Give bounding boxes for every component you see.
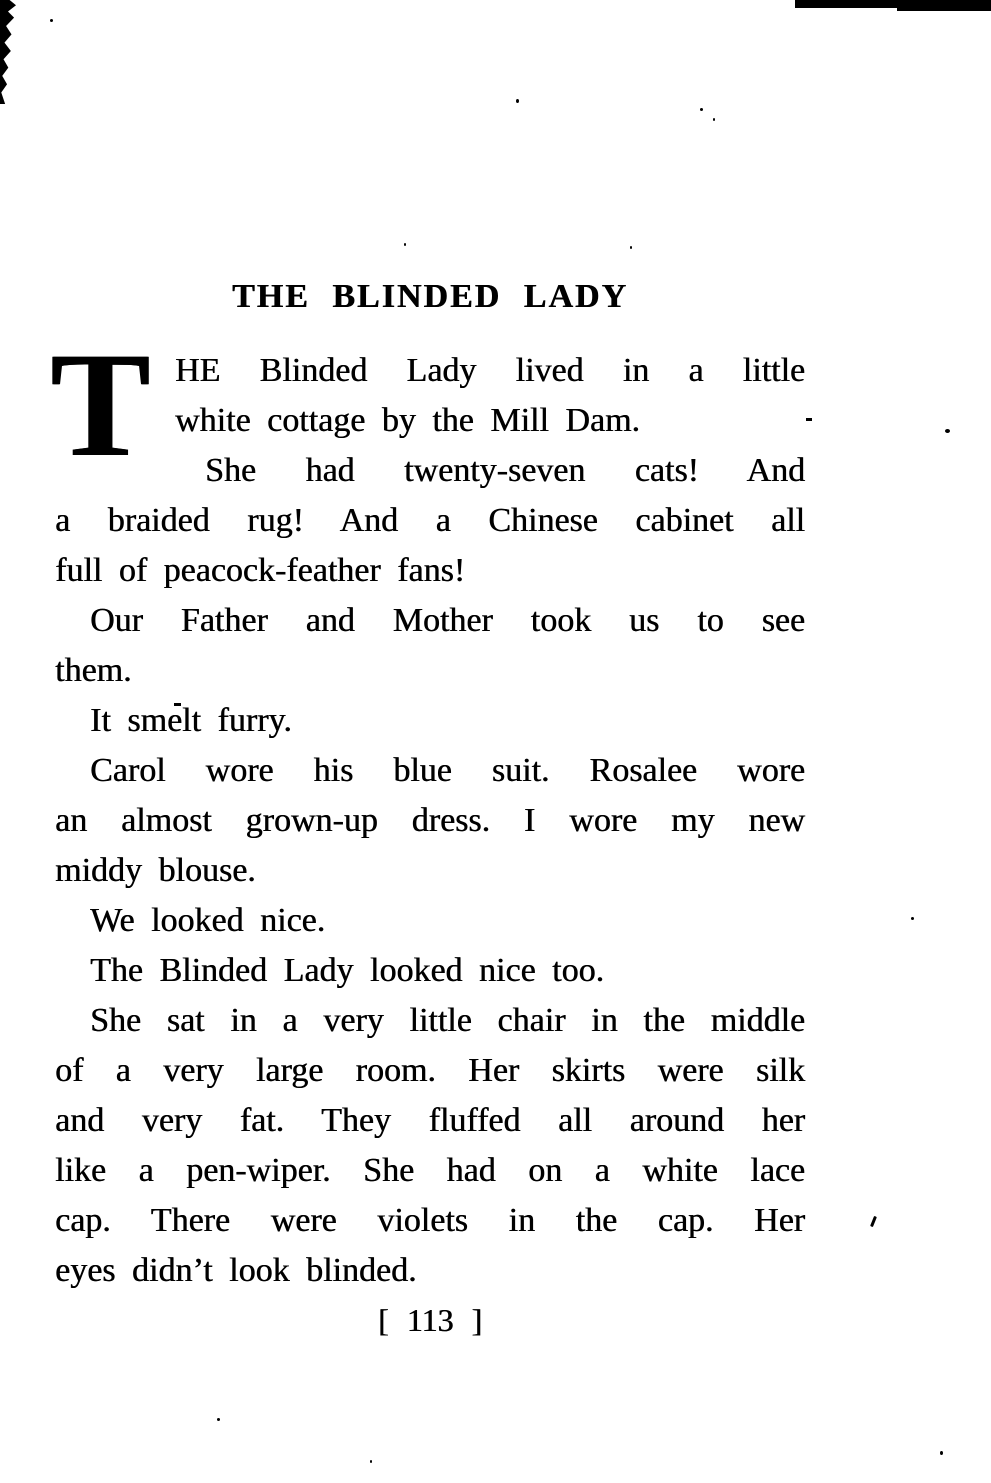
text-line: like a pen-wiper. She had on a white lace bbox=[55, 1152, 805, 1189]
scan-speck bbox=[940, 1451, 943, 1455]
page-number: [ 113 ] bbox=[377, 1302, 483, 1338]
text-line: The Blinded Lady looked nice too. bbox=[90, 952, 604, 989]
text-line: She sat in a very little chair in the middle bbox=[90, 1002, 805, 1039]
text-line: a braided rug! And a Chinese cabinet all bbox=[55, 502, 805, 539]
text-line: middy blouse. bbox=[55, 852, 256, 889]
scan-speck bbox=[911, 917, 914, 920]
scan-speck bbox=[713, 118, 715, 121]
scan-ink-blob-topleft bbox=[0, 0, 16, 104]
scan-speck bbox=[630, 246, 632, 249]
text-line: Carol wore his blue suit. Rosalee wore bbox=[90, 752, 805, 789]
text-line: We looked nice. bbox=[90, 902, 326, 939]
scan-bar-topright-tail bbox=[897, 8, 991, 11]
text-line: HE Blinded Lady lived in a little bbox=[175, 352, 805, 389]
scan-tick-mark bbox=[870, 1216, 877, 1227]
text-line: It smelt furry. bbox=[90, 702, 292, 739]
scan-speck bbox=[217, 1418, 220, 1421]
scan-speck bbox=[806, 418, 812, 421]
chapter-title: THE BLINDED LADY bbox=[231, 278, 629, 315]
drop-cap-letter: T bbox=[50, 322, 151, 488]
text-line: an almost grown-up dress. I wore my new bbox=[55, 802, 805, 839]
text-line: Our Father and Mother took us to see bbox=[90, 602, 805, 639]
scan-speck bbox=[700, 108, 703, 111]
text-line: and very fat. They fluffed all around her bbox=[55, 1102, 805, 1139]
text-line: full of peacock-feather fans! bbox=[55, 552, 466, 589]
text-line: them. bbox=[55, 652, 132, 689]
scan-speck bbox=[370, 1460, 372, 1463]
text-line: white cottage by the Mill Dam. bbox=[175, 402, 640, 439]
scan-speck bbox=[50, 19, 53, 22]
scan-speck bbox=[404, 243, 406, 246]
scan-speck bbox=[516, 99, 519, 103]
text-line: cap. There were violets in the cap. Her bbox=[55, 1202, 805, 1239]
body-text bbox=[55, 346, 805, 1296]
text-line: eyes didn’t look blinded. bbox=[55, 1252, 417, 1289]
text-line: She had twenty-seven cats! And bbox=[205, 452, 805, 489]
text-line: of a very large room. Her skirts were silk bbox=[55, 1052, 805, 1089]
scan-bar-topright bbox=[795, 0, 991, 8]
scan-speck bbox=[945, 429, 950, 433]
